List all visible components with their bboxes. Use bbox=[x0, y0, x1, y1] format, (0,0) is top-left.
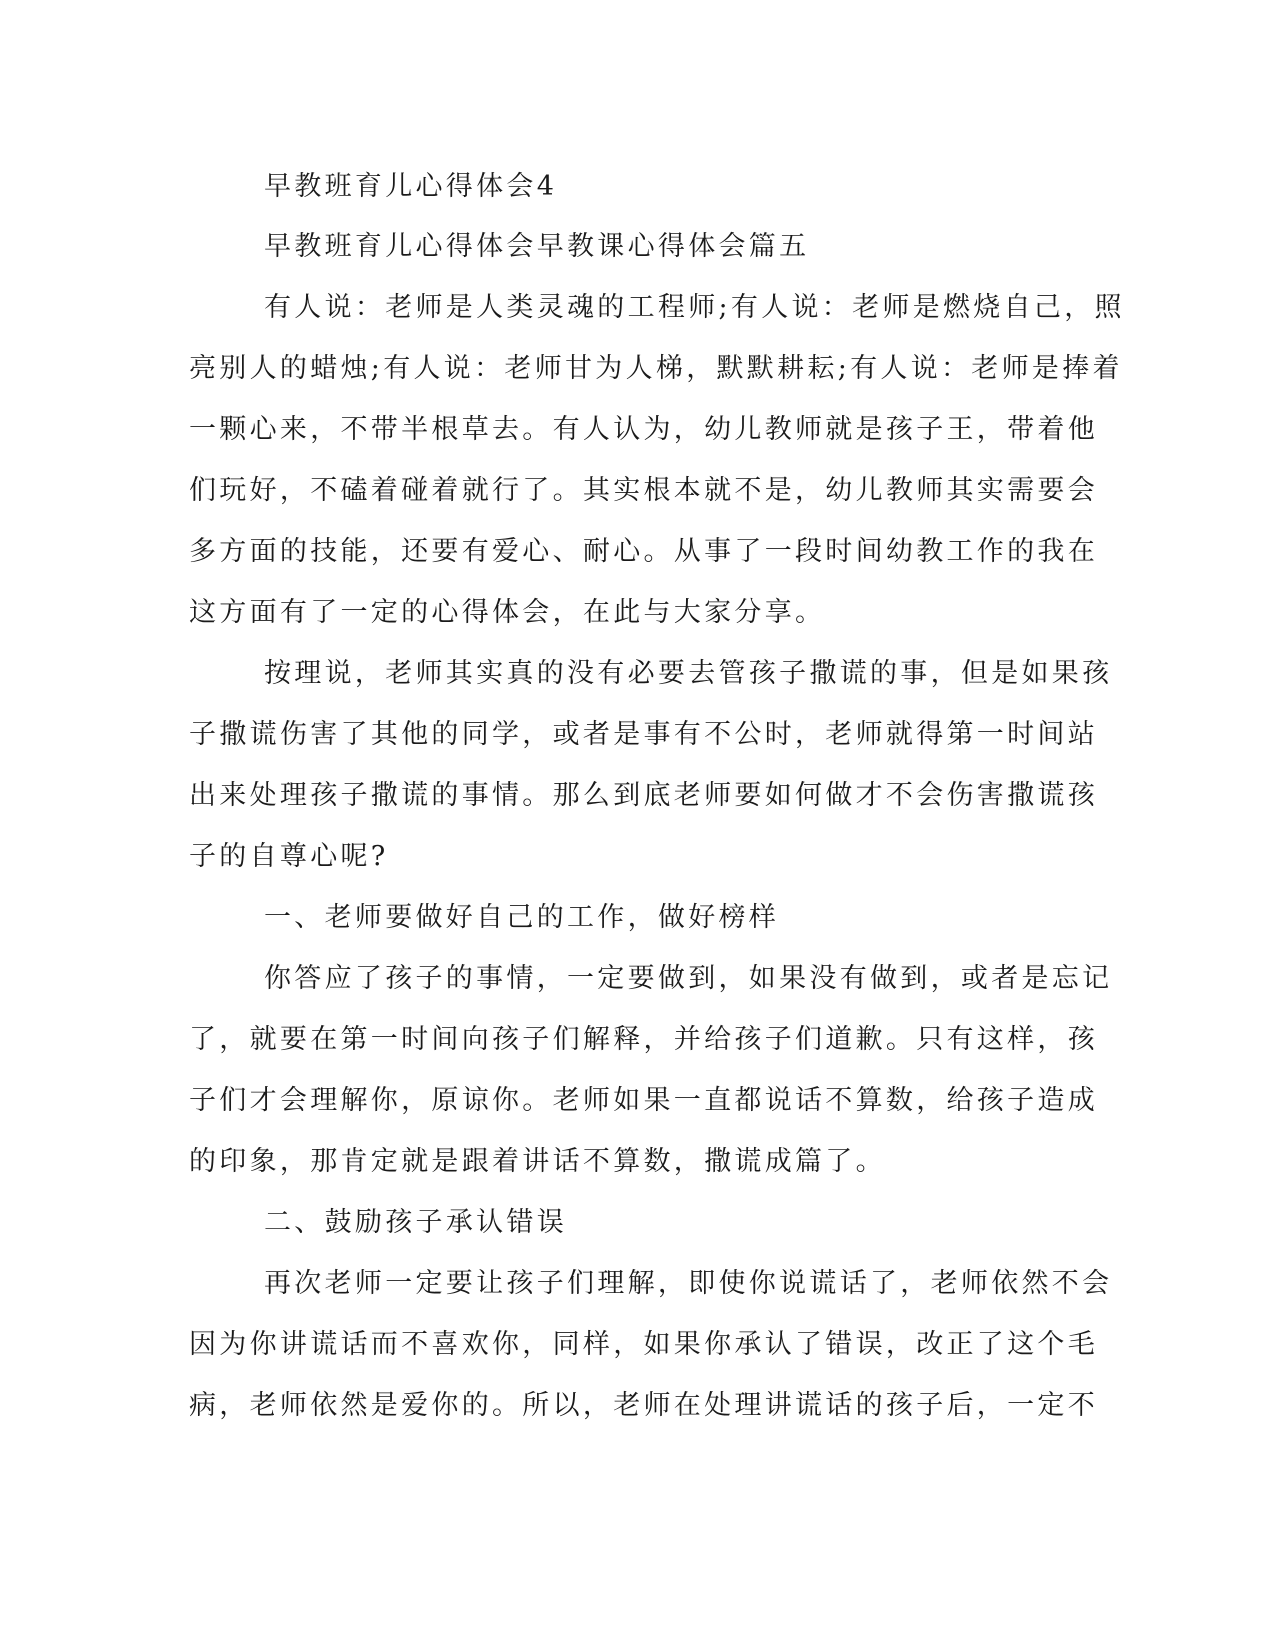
paragraph-3-line-1: 你答应了孩子的事情，一定要做到，如果没有做到，或者是忘记 bbox=[264, 963, 1113, 994]
paragraph-1-line-1: 有人说：老师是人类灵魂的工程师;有人说：老师是燃烧自己，照 bbox=[264, 292, 1125, 323]
paragraph-2-line-4: 子的自尊心呢? bbox=[189, 841, 389, 872]
document-subtitle: 早教班育儿心得体会早教课心得体会篇五 bbox=[264, 231, 810, 262]
paragraph-1-line-4: 们玩好，不磕着碰着就行了。其实根本就不是，幼儿教师其实需要会 bbox=[189, 475, 1098, 506]
paragraph-4-line-1: 再次老师一定要让孩子们理解，即使你说谎话了，老师依然不会 bbox=[264, 1268, 1113, 1299]
document-title: 早教班育儿心得体会4 bbox=[264, 171, 558, 202]
paragraph-1-line-3: 一颗心来，不带半根草去。有人认为，幼儿教师就是孩子王，带着他 bbox=[189, 414, 1098, 445]
paragraph-4-line-2: 因为你讲谎话而不喜欢你，同样，如果你承认了错误，改正了这个毛 bbox=[189, 1329, 1098, 1360]
paragraph-2-line-1: 按理说，老师其实真的没有必要去管孩子撒谎的事，但是如果孩 bbox=[264, 658, 1113, 689]
paragraph-4-line-3: 病，老师依然是爱你的。所以，老师在处理讲谎话的孩子后，一定不 bbox=[189, 1390, 1098, 1421]
paragraph-1-line-5: 多方面的技能，还要有爱心、耐心。从事了一段时间幼教工作的我在 bbox=[189, 536, 1098, 567]
paragraph-3-line-2: 了，就要在第一时间向孩子们解释，并给孩子们道歉。只有这样，孩 bbox=[189, 1024, 1098, 1055]
section-heading-2: 二、鼓励孩子承认错误 bbox=[264, 1207, 567, 1238]
section-heading-1: 一、老师要做好自己的工作，做好榜样 bbox=[264, 902, 780, 933]
paragraph-2-line-3: 出来处理孩子撒谎的事情。那么到底老师要如何做才不会伤害撒谎孩 bbox=[189, 780, 1098, 811]
paragraph-3-line-3: 子们才会理解你，原谅你。老师如果一直都说话不算数，给孩子造成 bbox=[189, 1085, 1098, 1116]
paragraph-3-line-4: 的印象，那肯定就是跟着讲话不算数，撒谎成篇了。 bbox=[189, 1146, 886, 1177]
paragraph-2-line-2: 子撒谎伤害了其他的同学，或者是事有不公时，老师就得第一时间站 bbox=[189, 719, 1098, 750]
paragraph-1-line-2: 亮别人的蜡烛;有人说：老师甘为人梯，默默耕耘;有人说：老师是捧着 bbox=[189, 353, 1123, 384]
paragraph-1-line-6: 这方面有了一定的心得体会，在此与大家分享。 bbox=[189, 597, 826, 628]
